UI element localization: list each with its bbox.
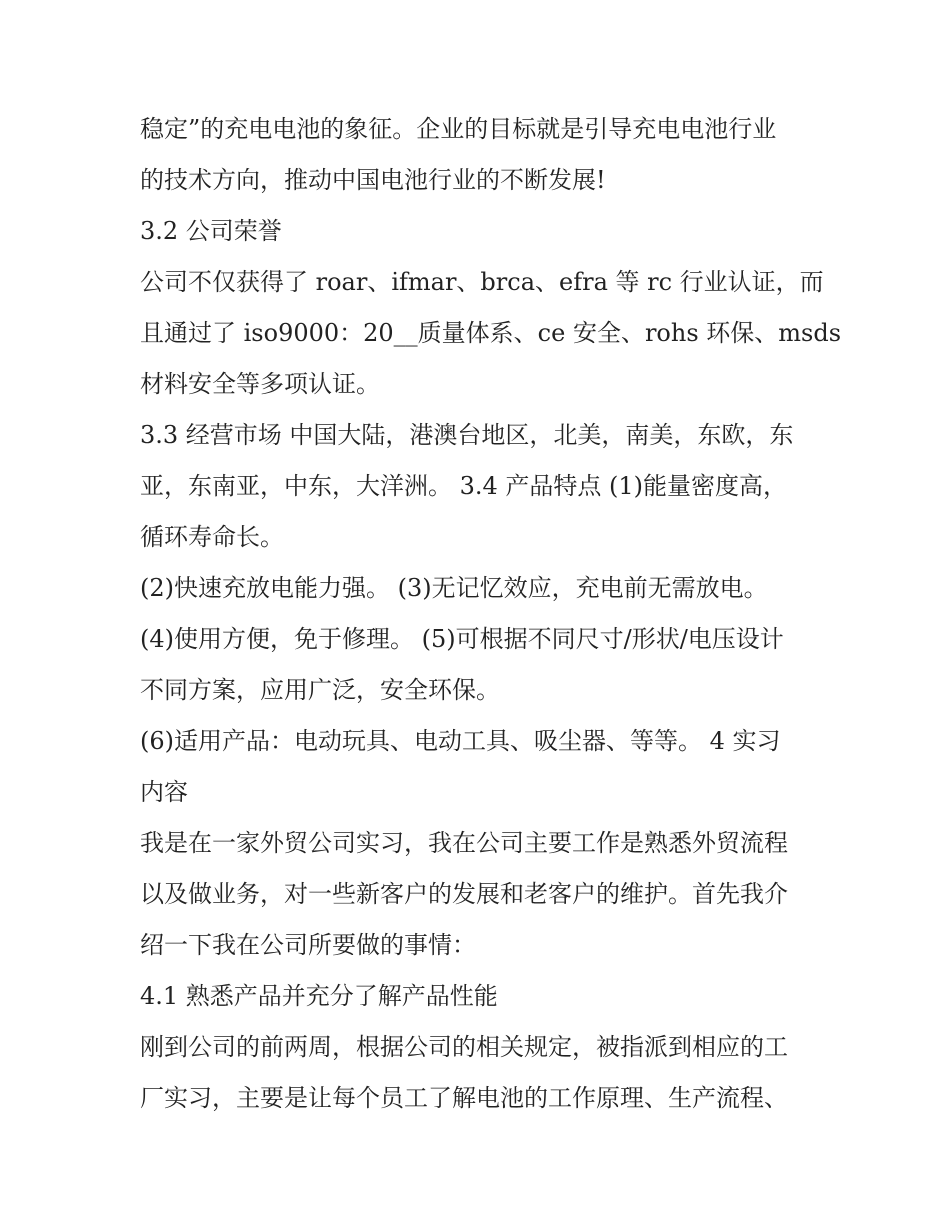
text-line: (2)快速充放电能力强。 (3)无记忆效应，充电前无需放电。 (140, 574, 768, 602)
text-line: 不同方案，应用广泛，安全环保。 (140, 676, 500, 704)
text-line: 厂实习，主要是让每个员工了解电池的工作原理、生产流程、 (140, 1084, 788, 1112)
text-line: 内容 (140, 778, 188, 806)
text-line: (4)使用方便，免于修理。 (5)可根据不同尺寸/形状/电压设计 (140, 625, 784, 653)
text-line: 3.3 经营市场 中国大陆，港澳台地区，北美，南美，东欧，东 (140, 421, 794, 449)
text-line: 且通过了 iso9000：20__质量体系、ce 安全、rohs 环保、msds (140, 319, 842, 347)
text-line: 材料安全等多项认证。 (140, 370, 380, 398)
text-line: 亚，东南亚，中东，大洋洲。 3.4 产品特点 (1)能量密度高， (140, 472, 788, 500)
text-line: 我是在一家外贸公司实习，我在公司主要工作是熟悉外贸流程 (140, 829, 788, 857)
text-line: 稳定”的充电电池的象征。企业的目标就是引导充电电池行业 (140, 115, 777, 143)
text-line: 的技术方向，推动中国电池行业的不断发展! (140, 166, 606, 194)
text-line: 绍一下我在公司所要做的事情： (140, 931, 476, 959)
section-heading: 3.2 公司荣誉 (140, 217, 282, 245)
text-line: 公司不仅获得了 roar、ifmar、brca、efra 等 rc 行业认证，而 (140, 268, 824, 296)
text-line: (6)适用产品：电动玩具、电动工具、吸尘器、等等。 4 实习 (140, 727, 781, 755)
text-line: 以及做业务，对一些新客户的发展和老客户的维护。首先我介 (140, 880, 788, 908)
text-line: 刚到公司的前两周，根据公司的相关规定，被指派到相应的工 (140, 1033, 788, 1061)
text-line: 循环寿命长。 (140, 523, 284, 551)
document-body (140, 104, 842, 1124)
section-heading: 4.1 熟悉产品并充分了解产品性能 (140, 982, 498, 1010)
